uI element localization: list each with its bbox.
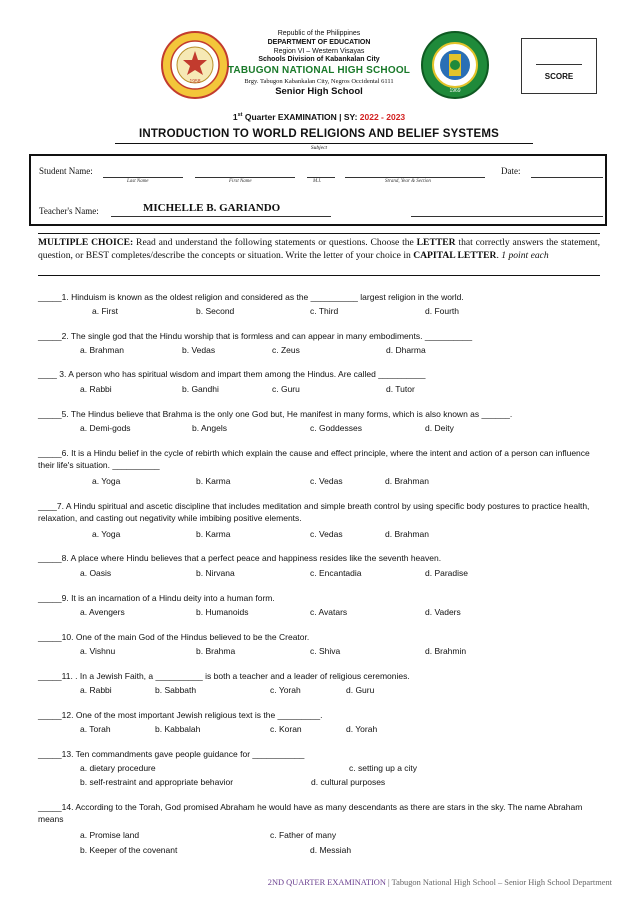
first-name-caption: First Name — [229, 179, 252, 184]
score-label: SCORE — [544, 72, 574, 81]
question-10-option-b: b. Brahma — [196, 646, 236, 656]
subject-underline — [115, 143, 533, 144]
question-1-option-c: c. Third — [310, 306, 339, 316]
question-11-option-a: a. Rabbi — [80, 685, 112, 695]
mi-field[interactable] — [307, 177, 335, 178]
question-6-option-a: a. Yoga — [92, 476, 121, 486]
date-label: Date: — [501, 166, 521, 176]
strand-field[interactable] — [345, 177, 485, 178]
question-2-option-c: c. Zeus — [272, 345, 300, 355]
instructions-keyword-capital: CAPITAL LETTER — [413, 249, 497, 261]
question-5: _____5. The Hindus believe that Brahma is the only one God but, He manifest in many forms, which is also known as ______. — [38, 409, 513, 419]
question-13-option-c: c. setting up a city — [349, 763, 418, 773]
question-11-option-c: c. Yorah — [270, 685, 301, 695]
question-6-option-d: d. Brahman — [385, 476, 429, 486]
question-7-option-d: d. Brahman — [385, 529, 429, 539]
first-name-field[interactable] — [195, 177, 295, 178]
question-2: _____2. The single god that the Hindu worship that is formless and can appear in many embodiments. __________ — [38, 331, 473, 341]
question-13-option-d: d. cultural purposes — [311, 777, 386, 787]
question-8: _____8. A place where Hindu believes that a perfect peace and happiness resides like the seventh heaven. — [38, 553, 442, 563]
teacher-name: MICHELLE B. GARIANDO — [143, 202, 281, 214]
question-11-option-d: d. Guru — [346, 685, 375, 695]
question-8-option-c: c. Encantadia — [310, 568, 362, 578]
instructions-text-1: Read and understand the following statements or questions. Choose the — [133, 237, 417, 248]
student-name-label: Student Name: — [39, 166, 93, 176]
question-6-option-c: c. Vedas — [310, 476, 343, 486]
question-8-option-b: b. Nirvana — [196, 568, 235, 578]
question-2-option-d: d. Dharma — [386, 345, 426, 355]
question-7-option-a: a. Yoga — [92, 529, 121, 539]
question-12: _____12. One of the most important Jewish religious text is the _________. — [38, 710, 323, 720]
question-1-option-b: b. Second — [196, 306, 235, 316]
question-5-option-c: c. Goddesses — [310, 423, 362, 433]
last-name-field[interactable] — [103, 177, 183, 178]
question-10-option-a: a. Vishnu — [80, 646, 116, 656]
question-10-option-c: c. Shiva — [310, 646, 341, 656]
question-11-option-b: b. Sabbath — [155, 685, 197, 695]
question-5-option-b: b. Angels — [192, 423, 227, 433]
quarter-suffix: st — [237, 112, 243, 119]
question-10-option-d: d. Brahmin — [425, 646, 467, 656]
question-2-option-a: a. Brahman — [80, 345, 124, 355]
department-text: DEPARTMENT OF EDUCATION — [267, 38, 371, 46]
score-box[interactable] — [521, 38, 597, 94]
question-6: _____6. It is a Hindu belief in the cycle of rebirth which explain the cause and effect principle, where the intent and action of a person can influence their life's situation. __________ — [38, 448, 590, 470]
question-14-option-a: a. Promise land — [80, 830, 140, 840]
quarter-number: 1 — [232, 112, 238, 122]
question-12-option-c: c. Koran — [270, 724, 302, 734]
question-9: _____9. It is an incarnation of a Hindu deity into a human form. — [38, 593, 275, 603]
footer-department: Tabugon National High School – Senior High School Department — [391, 878, 612, 887]
instructions-bottom-rule — [38, 275, 600, 276]
instructions-lead: MULTIPLE CHOICE: — [38, 237, 134, 248]
teacher-name-field — [111, 216, 331, 217]
instructions — [38, 237, 600, 262]
question-3: ____ 3. A person who has spiritual wisdom and impart them among the Hindus. Are called __________ — [38, 369, 426, 379]
question-9-option-d: d. Vaders — [425, 607, 461, 617]
question-3-option-d: d. Tutor — [386, 384, 415, 394]
region-text: Region VI – Western Visayas — [273, 47, 365, 55]
instructions-text-3: . — [496, 249, 502, 261]
quarter-text: Quarter EXAMINATION | SY: — [242, 112, 360, 122]
question-13-option-a: a. dietary procedure — [80, 763, 156, 773]
question-14-option-b: b. Keeper of the covenant — [80, 845, 178, 855]
footer-separator: | — [385, 878, 392, 887]
question-1-option-a: a. First — [92, 306, 118, 316]
question-9-option-b: b. Humanoids — [196, 607, 249, 617]
date-field[interactable] — [531, 177, 603, 178]
question-12-option-a: a. Torah — [80, 724, 111, 734]
school-name: TABUGON NATIONAL HIGH SCHOOL — [227, 65, 411, 76]
question-1: _____1. Hinduism is known as the oldest religion and considered as the __________ largest religion in the world. — [38, 292, 464, 302]
subject-title: INTRODUCTION TO WORLD RELIGIONS AND BELIEF SYSTEMS — [138, 128, 500, 140]
score-line — [536, 64, 582, 65]
question-8-option-a: a. Oasis — [80, 568, 112, 578]
teacher-label: Teacher's Name: — [39, 206, 99, 216]
last-name-caption: Last Name — [127, 179, 149, 184]
question-14: _____14. According to the Torah, God promised Abraham he would have as many descendants as there are stars in the sky. The name Abraham means — [38, 802, 583, 824]
question-3-option-c: c. Guru — [272, 384, 300, 394]
question-9-option-c: c. Avatars — [310, 607, 348, 617]
question-13: _____13. Ten commandments gave people guidance for ___________ — [38, 749, 305, 759]
question-3-option-b: b. Gandhi — [182, 384, 219, 394]
question-14-option-d: d. Messiah — [310, 845, 352, 855]
question-12-option-b: b. Kabbalah — [155, 724, 201, 734]
question-7: ____7. A Hindu spiritual and ascetic discipline that includes meditation and simple breath control by using specific body postures to practice health, relaxation, and casting out negativity while imbibing positive elements. — [38, 501, 590, 523]
page-footer — [0, 878, 612, 887]
school-address: Brgy. Tabugon Kabankalan City, Negros Occidental 6111 — [244, 77, 394, 85]
school-level: Senior High School — [275, 85, 363, 97]
republic-text: Republic of the Philippines — [277, 30, 361, 37]
subject-caption: Subject — [310, 145, 328, 151]
question-10: _____10. One of the main God of the Hindus believed to be the Creator. — [38, 632, 310, 642]
strand-caption: Strand, Year & Section — [385, 179, 431, 184]
question-2-option-b: b. Vedas — [182, 345, 216, 355]
question-8-option-d: d. Paradise — [425, 568, 468, 578]
question-14-option-c: c. Father of many — [270, 830, 337, 840]
student-info-box — [29, 154, 607, 226]
mi-caption: M.I. — [313, 179, 322, 184]
quarter-line — [0, 112, 638, 122]
question-5-option-a: a. Demi-gods — [80, 423, 131, 433]
instructions-top-rule — [38, 233, 600, 234]
question-3-option-a: a. Rabbi — [80, 384, 112, 394]
question-5-option-d: d. Deity — [425, 423, 454, 433]
instructions-keyword-letter: LETTER — [416, 237, 456, 248]
question-9-option-a: a. Avengers — [80, 607, 125, 617]
svg-text:1958: 1958 — [189, 79, 201, 85]
question-6-option-b: b. Karma — [196, 476, 231, 486]
signature-field[interactable] — [411, 216, 603, 217]
instructions-text-2: that correctly answers the statement, question, or BEST completes/describe the concepts or situation. Write the letter of your choice in — [38, 237, 600, 261]
school-year: 2022 - 2023 — [359, 112, 406, 122]
svg-text:1969: 1969 — [449, 88, 461, 94]
division-text: Schools Division of Kabankalan City — [258, 56, 380, 64]
question-13-option-b: b. self-restraint and appropriate behavior — [80, 777, 234, 787]
question-7-option-b: b. Karma — [196, 529, 231, 539]
instructions-points: 1 point each — [501, 249, 549, 261]
question-7-option-c: c. Vedas — [310, 529, 343, 539]
question-12-option-d: d. Yorah — [346, 724, 378, 734]
footer-exam-label: 2ND QUARTER EXAMINATION — [267, 878, 386, 887]
question-1-option-d: d. Fourth — [425, 306, 460, 316]
question-11: _____11. . In a Jewish Faith, a __________ is both a teacher and a leader of religious ceremonies. — [38, 671, 410, 681]
